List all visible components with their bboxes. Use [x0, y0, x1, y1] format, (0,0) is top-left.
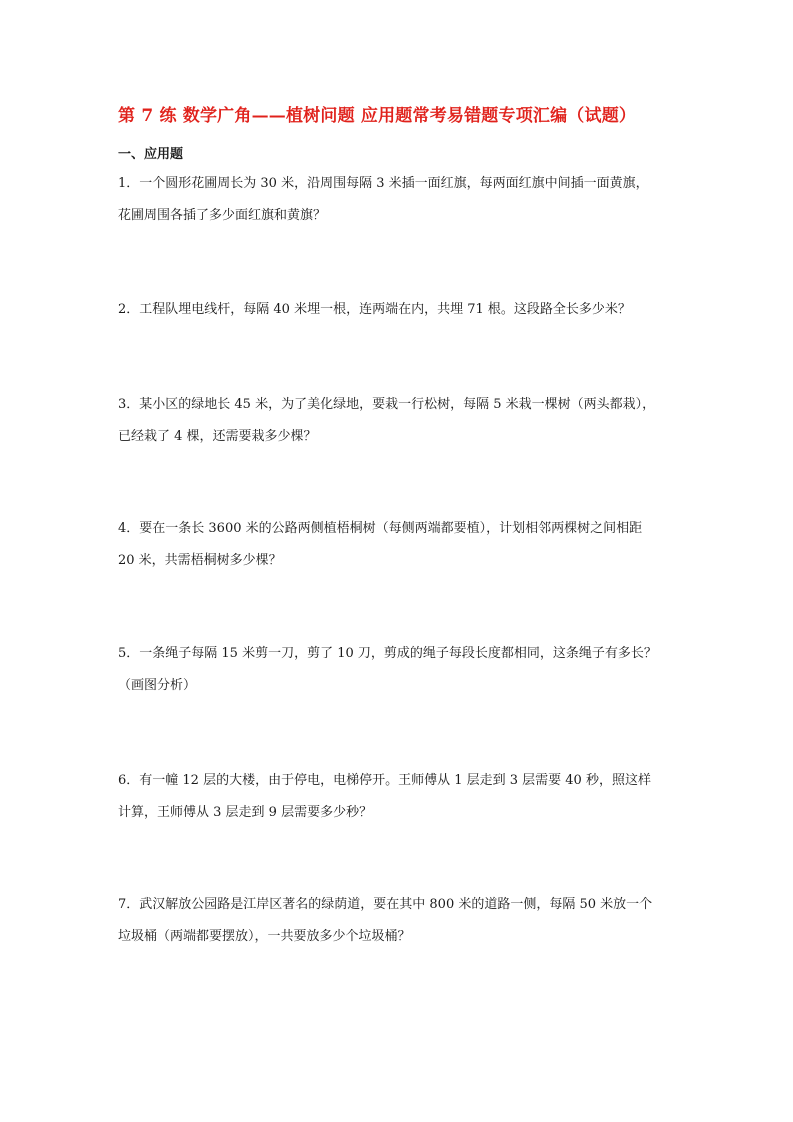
question-1-line-2: 花圃周围各插了多少面红旗和黄旗？ [118, 208, 327, 223]
question-5 [118, 638, 678, 702]
section-heading: 一、应用题 [118, 147, 184, 162]
question-5-line-2: （画图分析） [118, 678, 197, 693]
document-title: 第 7 练 数学广角——植树问题 应用题常考易错题专项汇编（试题） [118, 106, 637, 126]
question-7-line-1: 7．武汉解放公园路是江岸区著名的绿荫道，要在其中 800 米的道路一侧，每隔 50 米放一个 [118, 897, 653, 912]
question-5-line-1: 5．一条绳子每隔 15 米剪一刀，剪了 10 刀，剪成的绳子每段长度都相同，这条绳子有多长？ [118, 646, 657, 661]
question-4-line-1: 4．要在一条长 3600 米的公路两侧植梧桐树（每侧两端都要植），计划相邻两棵树之间相距 [118, 521, 643, 536]
question-4 [118, 513, 678, 577]
question-3-line-2: 已经栽了 4 棵，还需要栽多少棵？ [118, 429, 317, 444]
question-3 [118, 389, 678, 453]
question-2 [118, 294, 678, 326]
question-1 [118, 168, 678, 232]
question-4-line-2: 20 米，共需梧桐树多少棵？ [118, 553, 282, 568]
question-6 [118, 765, 678, 829]
question-7-line-2: 垃圾桶（两端都要摆放），一共要放多少个垃圾桶？ [118, 929, 411, 944]
question-6-line-2: 计算，王师傅从 3 层走到 9 层需要多少秒？ [118, 805, 373, 820]
question-2-line-1: 2．工程队埋电线杆，每隔 40 米埋一根，连两端在内，共埋 71 根。这段路全长多少米？ [118, 302, 631, 317]
question-3-line-1: 3．某小区的绿地长 45 米，为了美化绿地，要栽一行松树，每隔 5 米栽一棵树（两头都栽）， [118, 397, 656, 412]
question-1-line-1: 1．一个圆形花圃周长为 30 米，沿周围每隔 3 米插一面红旗，每两面红旗中间插一面黄旗， [118, 176, 649, 191]
question-6-line-1: 6．有一幢 12 层的大楼，由于停电，电梯停开。王师傅从 1 层走到 3 层需要 40 秒，照这样 [118, 773, 651, 788]
question-7 [118, 889, 678, 953]
